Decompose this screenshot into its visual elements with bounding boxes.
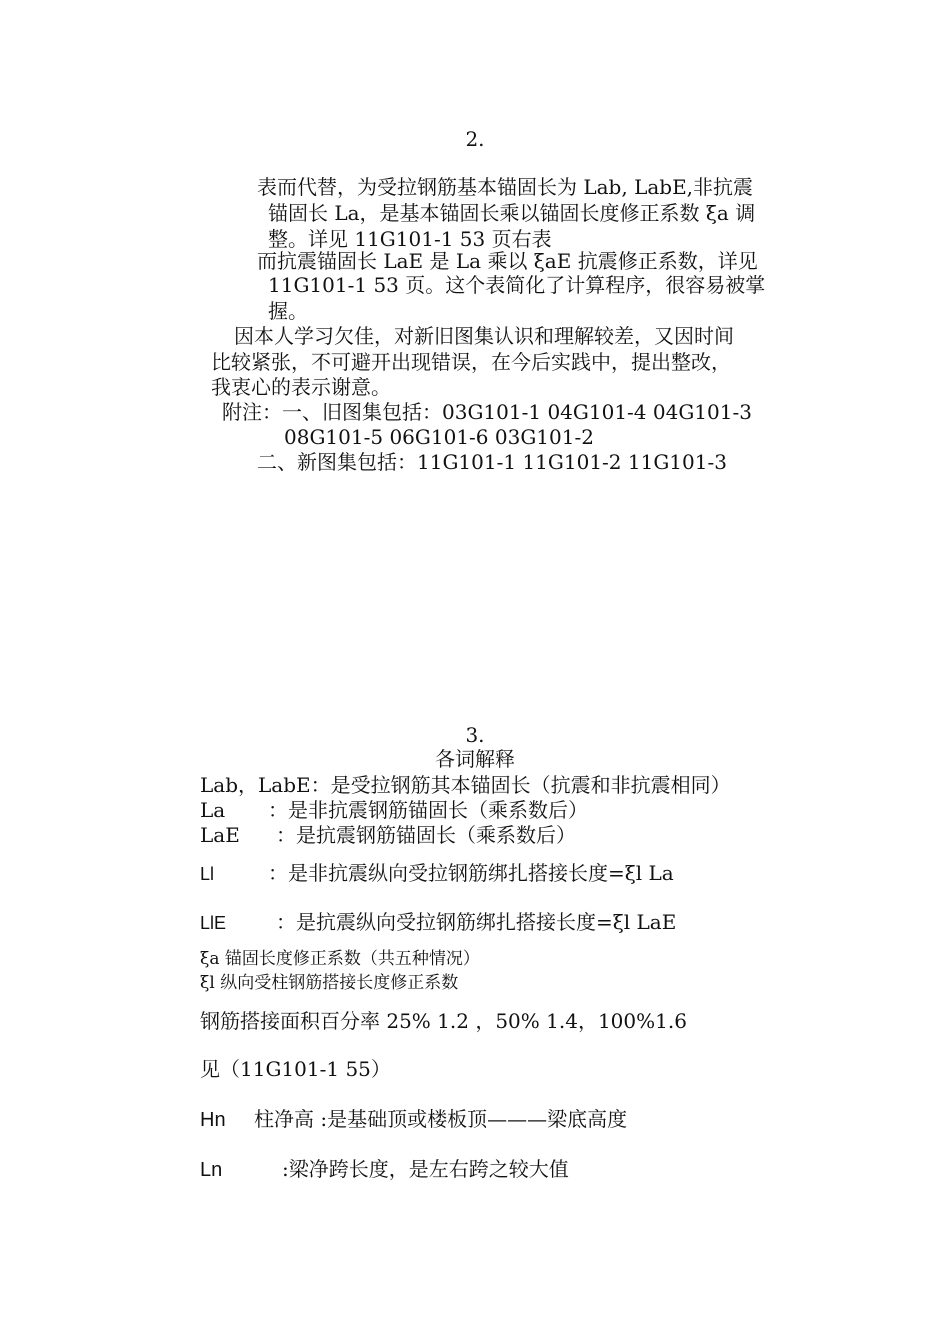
appendix-line: 附注：一、旧图集包括：03G101-1 04G101-4 04G101-3: [222, 400, 752, 424]
paragraph-line: 我衷心的表示谢意。: [211, 375, 391, 399]
paragraph-line: 握。: [268, 299, 308, 323]
term-desc: 柱净高 :是基础顶或楼板顶———梁底高度: [254, 1107, 628, 1131]
paragraph-line: 比较紧张，不可避开出现错误，在今后实践中，提出整改，: [211, 350, 731, 374]
paragraph-line: 而抗震锚固长 LaE 是 La 乘以 ξaE 抗震修正系数，详见: [257, 249, 758, 273]
term-label: LaE: [200, 823, 240, 847]
term-row-lab: [200, 772, 731, 798]
term-row-ln: [200, 1156, 569, 1183]
term-row-lae: [200, 822, 576, 848]
note-line: ξl 纵向受柱钢筋搭接长度修正系数: [200, 973, 459, 993]
paragraph-line: 11G101-1 53 页。这个表简化了计算程序，很容易被掌: [268, 273, 766, 297]
term-desc: ：是抗震钢筋锚固长（乘系数后）: [276, 823, 576, 847]
page-number-2: 2.: [465, 127, 485, 151]
paragraph-line: 因本人学习欠佳，对新旧图集认识和理解较差，又因时间: [234, 324, 734, 348]
section-heading: 各词解释: [435, 747, 515, 771]
term-desc: ：是非抗震钢筋锚固长（乘系数后）: [268, 798, 588, 822]
term-row-hn: [200, 1106, 627, 1133]
term-label: LlE: [200, 913, 227, 933]
term-label: Hn: [200, 1109, 226, 1131]
term-label: Lab，LabE：: [200, 773, 331, 797]
page-number-3: 3.: [465, 723, 485, 747]
paragraph-line: 整。详见 11G101-1 53 页右表: [268, 227, 552, 251]
appendix-line: 08G101-5 06G101-6 03G101-2: [284, 425, 594, 449]
paragraph-line: 锚固长 La，是基本锚固长乘以锚固长度修正系数 ξa 调: [268, 201, 756, 225]
term-desc: ：是抗震纵向受拉钢筋绑扎搭接长度=ξl LaE: [276, 910, 677, 934]
appendix-line: 二、新图集包括：11G101-1 11G101-2 11G101-3: [257, 450, 727, 474]
term-row-lle: [200, 909, 676, 936]
paragraph-line: 表而代替，为受拉钢筋基本锚固长为 Lab, LabE,非抗震: [257, 175, 754, 199]
term-label: Ln: [200, 1159, 223, 1181]
ratio-line: 钢筋搭接面积百分率 25% 1.2 ，50% 1.4，100%1.6: [200, 1009, 687, 1033]
term-row-ll: [200, 860, 674, 887]
term-label: La: [200, 798, 226, 822]
note-line: ξa 锚固长度修正系数（共五种情况）: [200, 949, 480, 969]
term-desc: ：是非抗震纵向受拉钢筋绑扎搭接长度=ξl La: [268, 861, 674, 885]
term-label: Ll: [200, 864, 215, 884]
term-desc: :梁净跨长度，是左右跨之较大值: [282, 1157, 569, 1181]
term-row-la: [200, 797, 588, 823]
see-reference-line: 见（11G101-1 55）: [200, 1057, 391, 1081]
term-desc: 是受拉钢筋其本锚固长（抗震和非抗震相同）: [330, 773, 731, 797]
